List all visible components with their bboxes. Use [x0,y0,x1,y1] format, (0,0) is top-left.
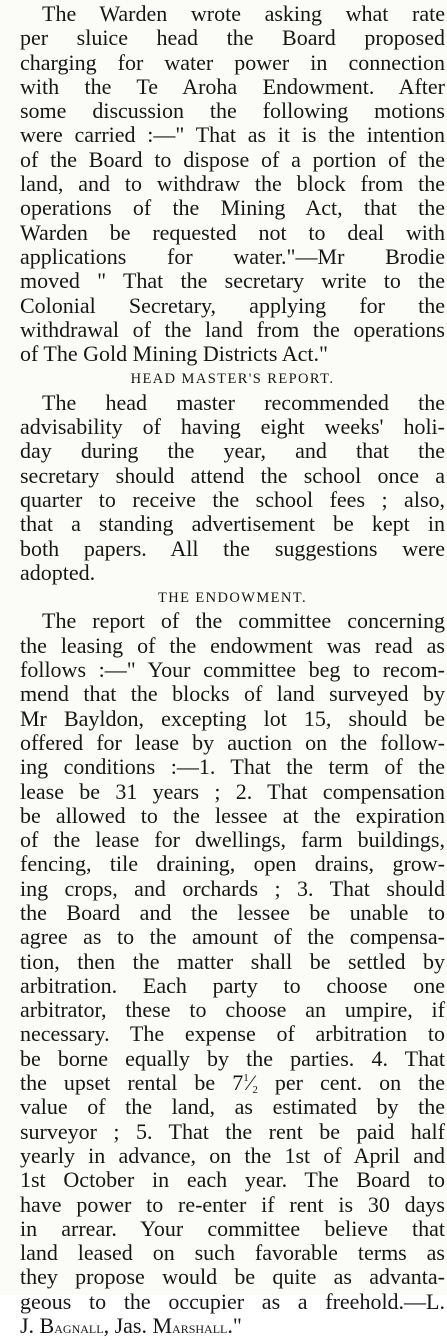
text-line: the Board and the lessee be unable to [20,899,445,925]
text-line: The report of the committee concerning [42,608,445,634]
paragraph-head-master [20,391,445,585]
text-line: some discussion the following motions [20,98,445,124]
text-line: with the Te Aroha Endowment. After [20,73,445,99]
section-heading-head-masters-report: HEAD MASTER'S REPORT. [130,371,335,388]
text-line: land, and to withdraw the block from the [20,171,445,197]
text-line: The Warden wrote asking what rate [42,1,445,26]
signature-end: ." [227,1313,242,1339]
text-line: advisability of having eight weeks' holi- [20,414,445,440]
rental-fraction: $7^1⁄_2$ [232,1070,258,1097]
text-line: arbitrator, these to choose an umpire, if [20,997,445,1023]
text-line: of The Gold Mining Districts Act." [20,341,328,367]
rental-numerator: 1 [243,1072,249,1085]
paragraph-warden-letter [20,2,445,366]
text-line: adopted. [20,559,96,585]
text-line: agree as to the amount of the compensa- [20,924,445,950]
text-line: lease be 31 years ; 2. That compensation [20,778,445,804]
text-line: The head master recommended the [42,389,445,415]
signature-marshall-rest: arshall [172,1318,228,1338]
text-line: moved " That the secretary write to the [20,268,445,294]
text-line: be borne equally by the parties. 4. That [20,1045,445,1071]
text-line: geous to the occupier as a freehold.—L. [20,1288,445,1314]
text-line: were carried :—" That as it is the intention [20,122,445,148]
text-line: that a standing advertisement be kept in [20,511,445,537]
text-line: ing crops, and orchards ; 3. That should [20,875,445,901]
rental-denominator: 2 [252,1084,258,1097]
text-line: in arrear. Your committee believe that [20,1215,445,1241]
rental-text-after: per cent. on the [274,1070,446,1096]
text-line: offered for lease by auction on the follow- [20,729,445,755]
text-line: secretary should attend the school once a [20,462,445,488]
paragraph-endowment-report [20,609,445,1338]
signature-marshall-initial: Jas. M [114,1313,173,1339]
signature-bagnall-rest: agnall [54,1318,104,1338]
text-line: fencing, tile draining, open drains, grow- [20,851,445,877]
text-line: surveyor ; 5. That the rent be paid half [20,1118,445,1144]
text-line: operations of the Mining Act, that the [20,195,445,221]
text-line: Warden be requested not to deal with [20,219,445,245]
text-line: quarter to receive the school fees ; also, [20,486,445,512]
text-line: ing conditions :—1. That the term of the [20,754,445,780]
section-heading-endowment: THE ENDOWMENT. [158,590,307,607]
text-line: withdrawal of the land from the operations [20,316,445,342]
text-line: follows :—" Your committee beg to recom- [20,657,445,683]
text-line: Mr Bayldon, excepting lot 15, should be [20,705,445,731]
text-line: day during the year, and that the [20,438,445,464]
signature-line [20,1314,445,1338]
text-line: per sluice head the Board proposed [20,25,445,51]
text-line: they propose would be quite as advanta- [20,1264,445,1290]
text-line: Colonial Secretary, applying for the [20,292,445,318]
article-column [0,2,447,1338]
rental-rate-line [20,1071,445,1095]
text-line: of the Board to dispose of a portion of the [20,146,445,172]
text-line: charging for water power in connection [20,49,445,75]
text-line: both papers. All the suggestions were [20,535,445,561]
rental-whole: 7 [232,1070,244,1096]
text-line: land leased on such favorable terms as [20,1240,445,1266]
text-line: the leasing of the endowment was read as [20,632,445,658]
text-line: arbitration. Each party to choose one [20,972,445,998]
text-line: value of the land, as estimated by the [20,1094,445,1120]
rental-text-before: the upset rental be [20,1070,216,1096]
text-line: necessary. The expense of arbitration to [20,1021,445,1047]
text-line: of the lease for dwellings, farm buildings, [20,827,445,853]
signature-bagnall-initial: J. B [20,1313,55,1339]
signature-separator: , [103,1313,115,1339]
text-line: be allowed to the lessee at the expiration [20,802,445,828]
text-line: yearly in advance, on the 1st of April and [20,1142,445,1168]
text-line: have power to re-enter if rent is 30 days [20,1191,445,1217]
text-line: 1st October in each year. The Board to [20,1167,445,1193]
text-line: applications for water."—Mr Brodie [20,243,445,269]
text-line: mend that the blocks of land surveyed by [20,681,445,707]
text-line: tion, then the matter shall be settled by [20,948,445,974]
